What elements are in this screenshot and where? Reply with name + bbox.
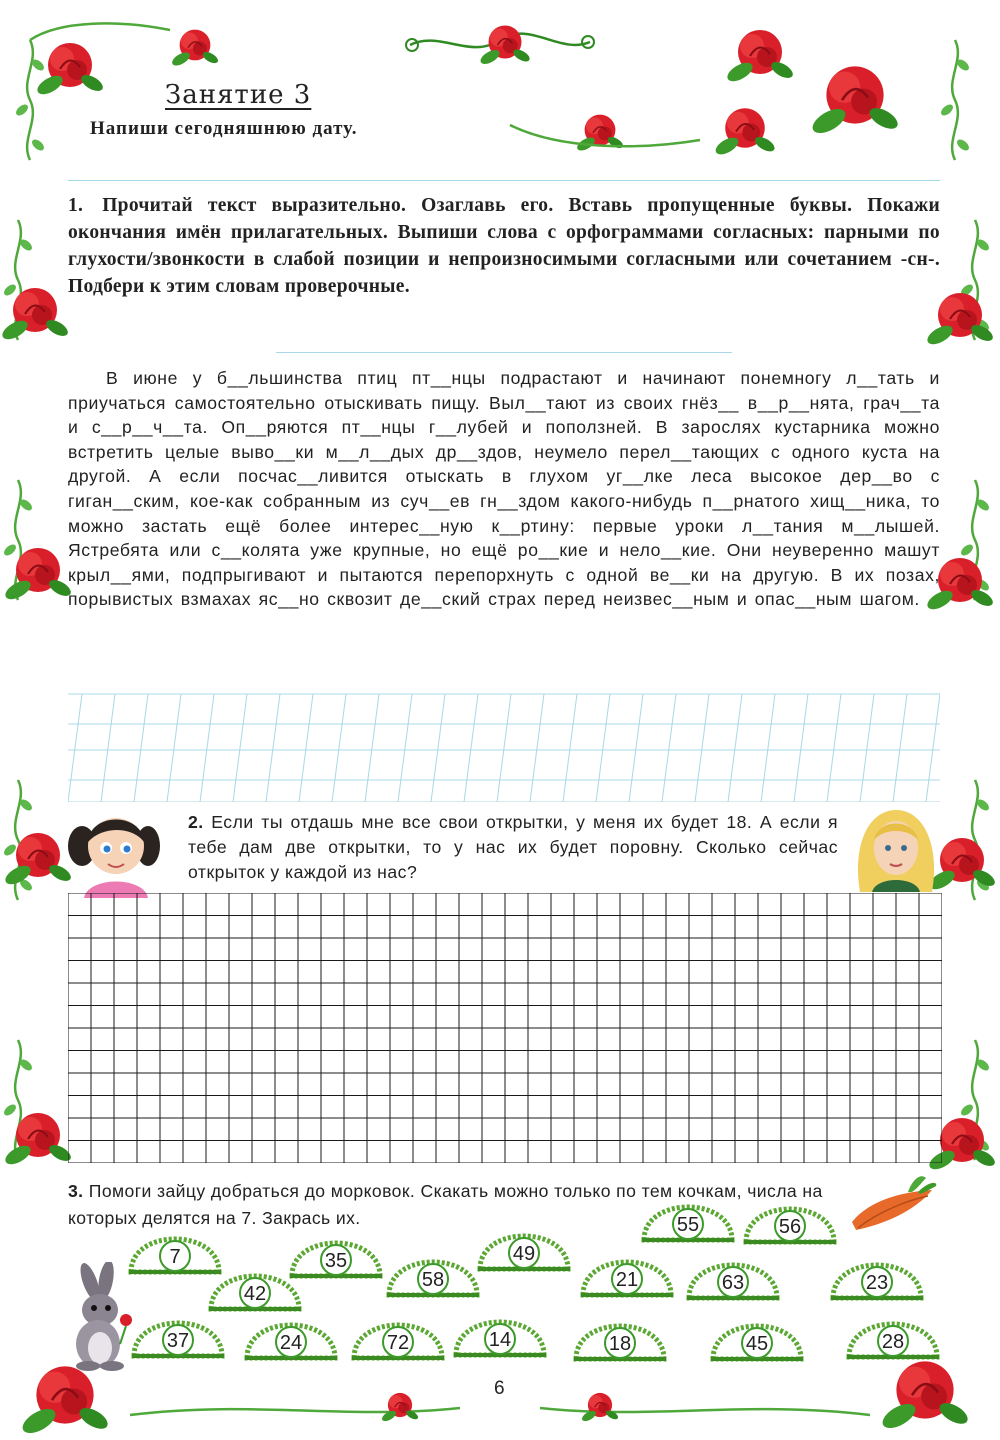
- hummock-37[interactable]: [132, 1323, 224, 1356]
- page-number: 6: [494, 1378, 505, 1399]
- hummock-56[interactable]: [744, 1209, 836, 1242]
- hummock-28[interactable]: [847, 1324, 939, 1357]
- hummock-number: 21: [615, 1269, 639, 1291]
- hummock-72[interactable]: [352, 1325, 444, 1358]
- task1-instruction-text: Прочитай текст выразительно. Озаглавь его. Вставь пропущенные буквы. Покажи окончания имён прилагательных. Выпиши слова с орфограммами согласных: парными по глухости/звонкости в слабой позиции и непроизносимыми согласными или сочетанием -сн-. Подбери к этим словам проверочные.: [68, 195, 940, 297]
- hummock-18[interactable]: [574, 1326, 666, 1359]
- page-title: Занятие 3: [165, 80, 312, 110]
- hummock-7[interactable]: [129, 1239, 221, 1272]
- hummock-number: 28: [881, 1331, 905, 1353]
- hummock-number: 72: [386, 1332, 410, 1354]
- hummock-45[interactable]: [711, 1326, 803, 1359]
- hummock-23[interactable]: [831, 1265, 923, 1298]
- hummock-number: 63: [721, 1272, 745, 1294]
- task2-text: Если ты отдашь мне все свои открытки, у меня их будет 18. А если я тебе дам две открытки, то у нас их будет поровну. Сколько сейчас открыток у каждой из нас?: [188, 812, 838, 882]
- hummock-number: 23: [865, 1272, 889, 1294]
- hummock-number: 58: [421, 1269, 445, 1291]
- hummock-number: 18: [608, 1333, 632, 1355]
- hummock-49[interactable]: [478, 1236, 570, 1269]
- hummock-63[interactable]: [687, 1265, 779, 1298]
- hummock-number: 55: [676, 1214, 700, 1236]
- date-instruction: Напиши сегодняшнюю дату.: [90, 118, 358, 139]
- hummock-number: 49: [512, 1243, 536, 1265]
- task3-text: Помоги зайцу добраться до морковок. Скакать можно только по тем кочкам, числа на которых делятся на 7. Закрась их.: [68, 1181, 823, 1228]
- hummock-21[interactable]: [581, 1262, 673, 1295]
- hummock-55[interactable]: [642, 1207, 734, 1240]
- hummock-24[interactable]: [245, 1325, 337, 1358]
- task1-passage-text: В июне у б__льшинства птиц пт__нцы подрастают и начинают понемногу л__тать и приучаться самостоятельно отыскивать пищу. Выл__тают из своих гнёз__ в__р__нята, грач__та и с__р__ч__та. Оп__ряются пт__нцы г__лубей и поползней. В зарослях кустарника можно встретить целые выво__ки м__л__дых др__здов, неумело перел__тающих с одного куста на другой. А если посчас__ливится отыскать в глухом уг__лке леса высокое дер__во с гиган__ским, кое-как собранным из суч__ев гн__здом какого-нибудь п__рнатого хищ__ника, то можно застать ещё более интерес__ную к__ртину: первые уроки л__тания м__лышей. Ястребята или с__колята уже крупные, но ещё ро__кие и нело__кие. Они неуверенно машут крыл__ями, подпрыгивают и пытаются перепорхнуть с одной ве__ки на другую. В их позах, порывистых взмахах яс__но сквозит де__ский страх перед неизвес__ным и опас__ным шагом.: [68, 368, 940, 610]
- hummock-number: 35: [324, 1250, 348, 1272]
- task1-number: 1.: [68, 195, 84, 216]
- hummock-number: 45: [745, 1333, 769, 1355]
- hummock-number: 14: [488, 1329, 512, 1351]
- hummock-58[interactable]: [387, 1262, 479, 1295]
- hummock-number: 56: [778, 1216, 802, 1238]
- hummock-35[interactable]: [290, 1243, 382, 1276]
- hummock-42[interactable]: [209, 1276, 301, 1309]
- hummock-number: 7: [169, 1246, 181, 1268]
- task2-number: 2.: [188, 812, 204, 832]
- task3-number: 3.: [68, 1181, 84, 1201]
- hummock-number: 37: [166, 1330, 190, 1352]
- hummock-number: 42: [243, 1283, 267, 1305]
- hummock-14[interactable]: [454, 1322, 546, 1355]
- hummock-number: 24: [279, 1332, 303, 1354]
